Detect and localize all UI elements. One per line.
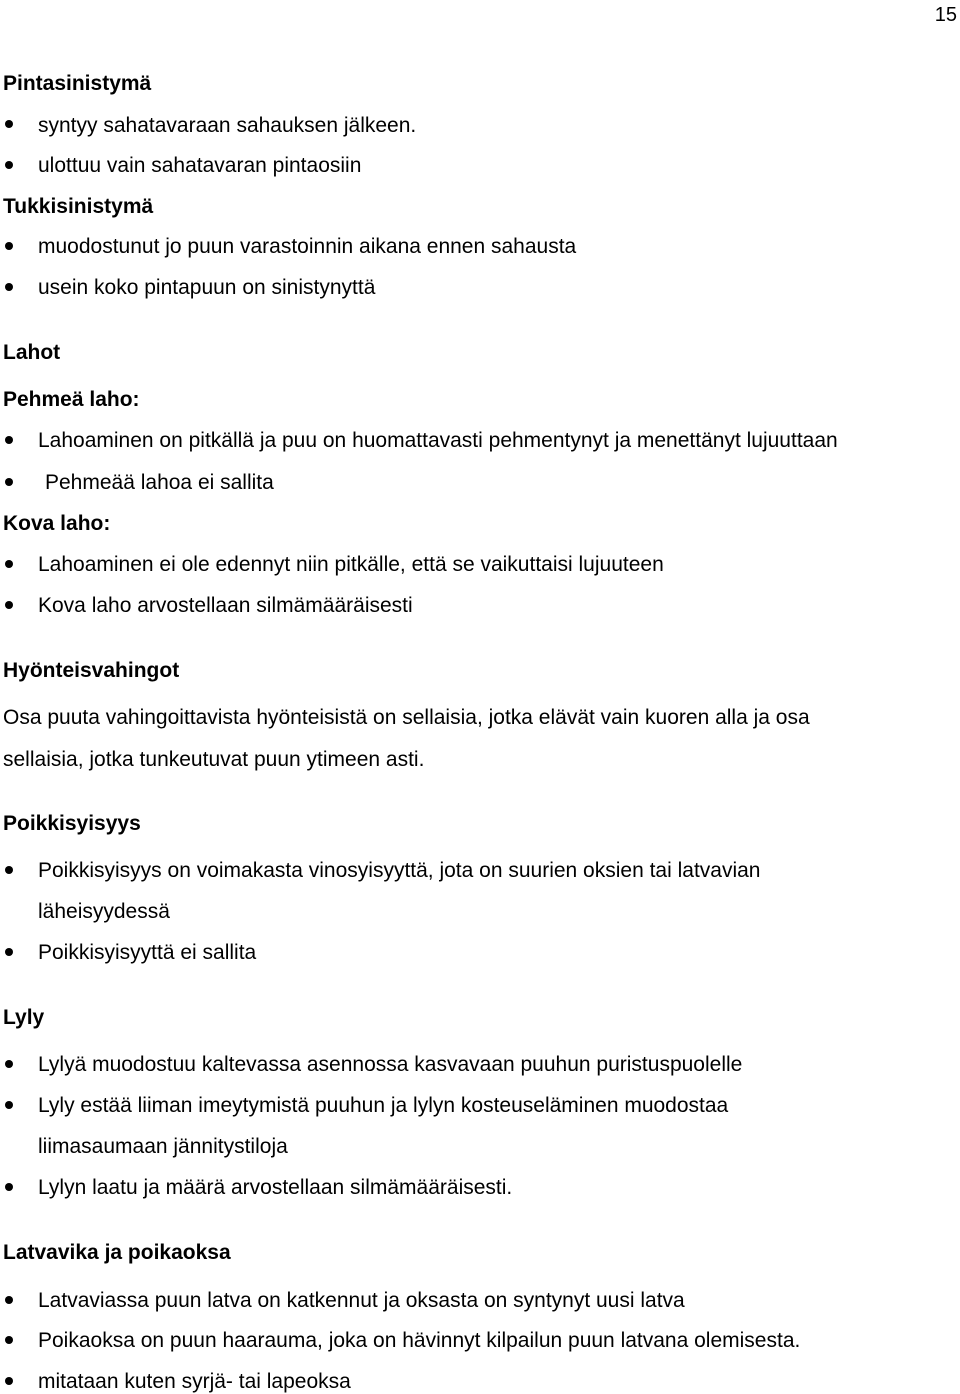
list-item: Lylyä muodostuu kaltevassa asennossa kasvavaan puuhun puristuspuolelle	[38, 1053, 743, 1076]
heading-tukkisinistyma: Tukkisinistymä	[3, 195, 154, 218]
list-item-continuation: läheisyydessä	[38, 900, 170, 923]
list-item: muodostunut jo puun varastoinnin aikana ennen sahausta	[38, 235, 577, 258]
paragraph-line: Osa puuta vahingoittavista hyönteisistä on sellaisia, jotka elävät vain kuoren alla ja osa	[3, 706, 810, 729]
subheading-kova-laho: Kova laho:	[3, 512, 111, 535]
list-item: Lahoaminen on pitkällä ja puu on huomattavasti pehmentynyt ja menettänyt lujuuttaan	[38, 429, 838, 452]
heading-pintasinistyma: Pintasinistymä	[3, 72, 152, 95]
bullet-icon	[5, 120, 13, 128]
bullet-icon	[5, 560, 13, 568]
list-item: Kova laho arvostellaan silmämääräisesti	[38, 594, 413, 617]
heading-lyly: Lyly	[3, 1006, 45, 1029]
bullet-icon	[5, 436, 13, 444]
list-item: Lylyn laatu ja määrä arvostellaan silmämääräisesti.	[38, 1176, 513, 1199]
list-item: mitataan kuten syrjä- tai lapeoksa	[38, 1370, 351, 1393]
bullet-icon	[5, 242, 13, 250]
heading-hyonteisvahingot: Hyönteisvahingot	[3, 659, 180, 682]
heading-lahot: Lahot	[3, 341, 61, 364]
bullet-icon	[5, 1101, 13, 1109]
bullet-icon	[5, 1060, 13, 1068]
list-item: usein koko pintapuun on sinistynyttä	[38, 276, 376, 299]
paragraph-line: sellaisia, jotka tunkeutuvat puun ytimeen asti.	[3, 748, 425, 771]
bullet-icon	[5, 866, 13, 874]
bullet-icon	[5, 478, 13, 486]
list-item: Poikkisyisyys on voimakasta vinosyisyyttä, jota on suurien oksien tai latvavian	[38, 859, 761, 882]
list-item: Poikaoksa on puun haarauma, joka on hävinnyt kilpailun puun latvana olemisesta.	[38, 1329, 801, 1352]
bullet-icon	[5, 161, 13, 169]
list-item: Lahoaminen ei ole edennyt niin pitkälle, että se vaikuttaisi lujuuteen	[38, 553, 664, 576]
heading-poikkisyisyys: Poikkisyisyys	[3, 812, 141, 835]
bullet-icon	[5, 1336, 13, 1344]
subheading-pehmea-laho: Pehmeä laho:	[3, 388, 140, 411]
list-item: ulottuu vain sahatavaran pintaosiin	[38, 154, 362, 177]
list-item: syntyy sahatavaraan sahauksen jälkeen.	[38, 114, 417, 137]
list-item-continuation: liimasaumaan jännitystiloja	[38, 1135, 288, 1158]
list-item: Lyly estää liiman imeytymistä puuhun ja lylyn kosteuseläminen muodostaa	[38, 1094, 729, 1117]
bullet-icon	[5, 1296, 13, 1304]
bullet-icon	[5, 283, 13, 291]
list-item: Poikkisyisyyttä ei sallita	[38, 941, 257, 964]
bullet-icon	[5, 1183, 13, 1191]
bullet-icon	[5, 1377, 13, 1385]
list-item: Latvaviassa puun latva on katkennut ja oksasta on syntynyt uusi latva	[38, 1289, 685, 1312]
heading-latvavika: Latvavika ja poikaoksa	[3, 1241, 231, 1264]
page-number: 15	[934, 4, 957, 26]
bullet-icon	[5, 948, 13, 956]
list-item: Pehmeää lahoa ei sallita	[45, 471, 274, 494]
bullet-icon	[5, 601, 13, 609]
